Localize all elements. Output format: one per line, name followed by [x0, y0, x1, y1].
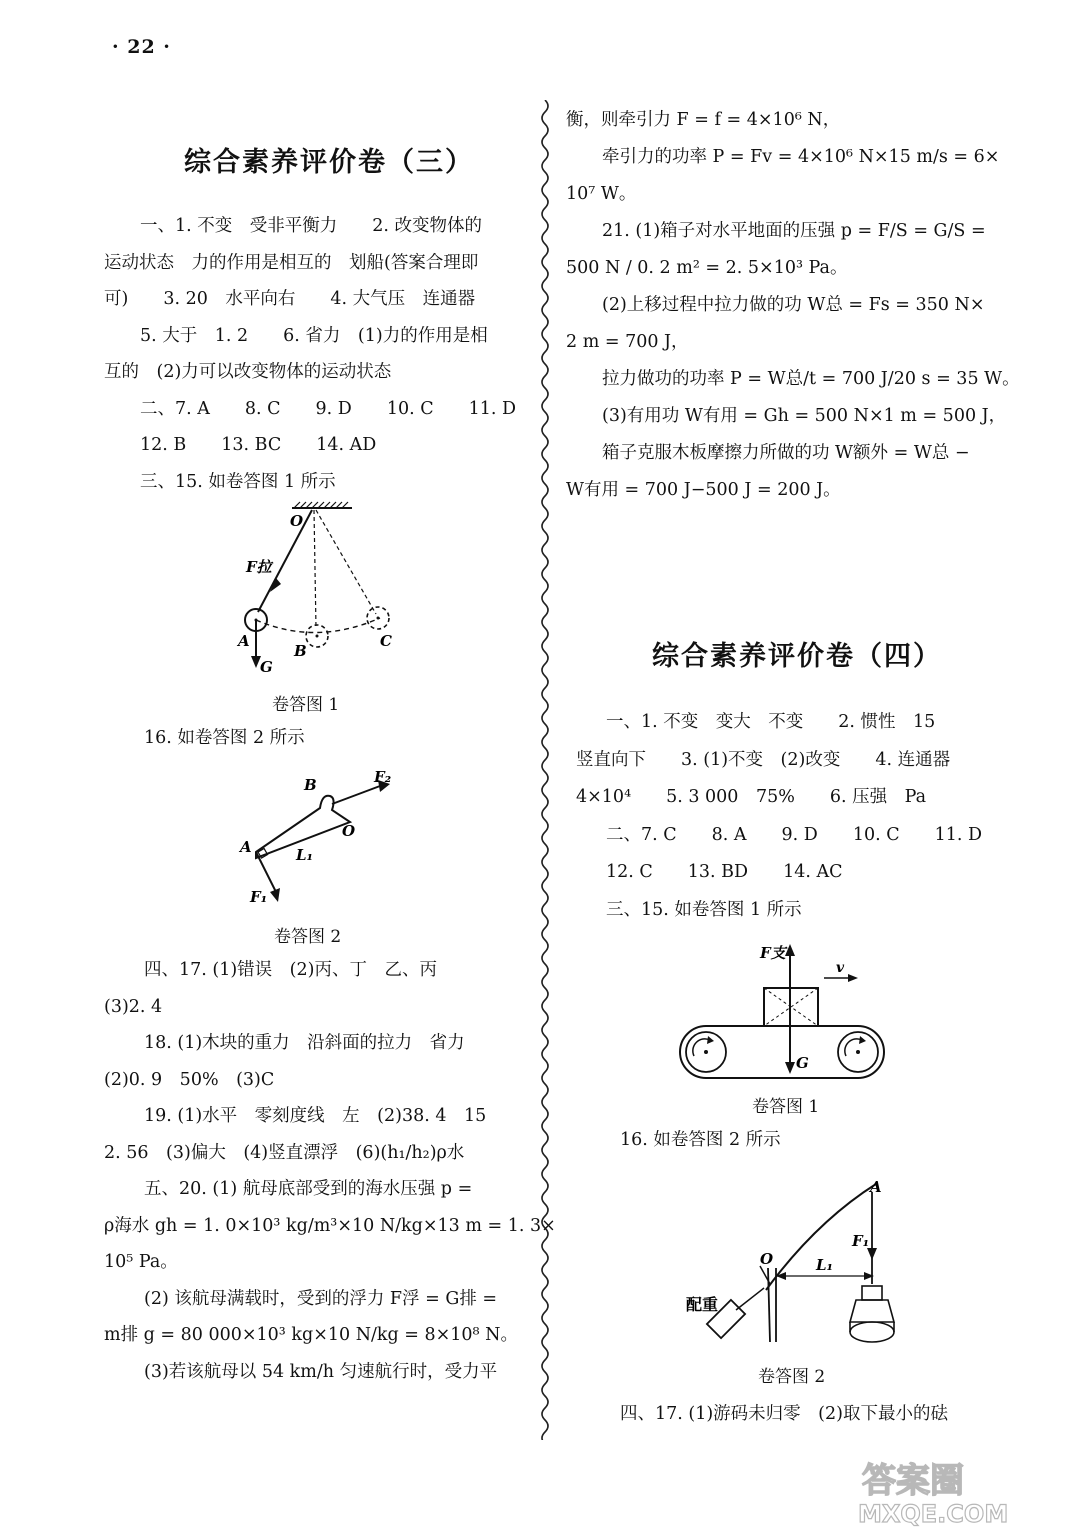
label-b: B — [304, 776, 317, 794]
text-line: 二、7. C 8. A 9. D 10. C 11. D — [606, 824, 983, 845]
label-o: O — [760, 1250, 774, 1268]
text-line: 二、7. A 8. C 9. D 10. C 11. D — [140, 398, 517, 419]
label-a: A — [240, 838, 252, 856]
text-line: (2)上移过程中拉力做的功 W总 = Fs = 350 N× — [602, 295, 985, 315]
text-line: 五、20. (1) 航母底部受到的海水压强 p = — [144, 1179, 473, 1199]
label-g: G — [796, 1054, 809, 1072]
text-line: 500 N / 0. 2 m² = 2. 5×10³ Pa。 — [566, 258, 848, 278]
text-line: ρ海水 gh = 1. 0×10³ kg/m³×10 N/kg×13 m = 1. 3× — [104, 1215, 556, 1236]
label-o: O — [342, 822, 356, 840]
label-f1: F₁ — [852, 1232, 870, 1250]
text-line: 19. (1)水平 零刻度线 左 (2)38. 4 15 — [144, 1106, 487, 1126]
label-a: A — [870, 1178, 882, 1196]
text-line: (3)有用功 W有用 = Gh = 500 N×1 m = 500 J， — [602, 406, 1007, 426]
text-line: 18. (1)木块的重力 沿斜面的拉力 省力 — [144, 1033, 465, 1053]
label-v: v — [836, 960, 845, 976]
text-line: (3)若该航母以 54 km/h 匀速航行时，受力平 — [144, 1361, 498, 1382]
left-fig1-caption: 卷答图 1 — [272, 695, 340, 715]
svg-text:MXQE.COM: MXQE.COM — [858, 1500, 1009, 1528]
text-line: 牵引力的功率 P = Fv = 4×10⁶ N×15 m/s = 6× — [602, 147, 1000, 167]
text-line: m排 g = 80 000×10³ kg×10 N/kg = 8×10⁸ N。 — [104, 1325, 518, 1345]
watermark-logo — [852, 1450, 1032, 1530]
label-l1: L₁ — [296, 846, 314, 864]
right-fig2-caption: 卷答图 2 — [758, 1367, 826, 1387]
label-o: O — [290, 512, 304, 530]
label-g: G — [260, 658, 273, 676]
text-line: 互的 (2)力可以改变物体的运动状态 — [104, 362, 392, 382]
text-line: 12. C 13. BD 14. AC — [606, 862, 843, 882]
text-line: 2. 56 (3)偏大 (4)竖直漂浮 (6)(h₁/h₂)ρ水 — [104, 1142, 465, 1163]
label-f-support: F支 — [760, 944, 786, 962]
page-number: · 22 · — [112, 36, 171, 58]
balance-figure — [686, 1172, 916, 1358]
text-line: 一、1. 不变 受非平衡力 2. 改变物体的 — [140, 216, 483, 236]
text-line: 运动状态 力的作用是相互的 划船(答案合理即 — [104, 252, 479, 273]
right-q17: 四、17. (1)游码未归零 (2)取下最小的砝 — [620, 1404, 948, 1424]
label-a: A — [238, 632, 250, 650]
label-b: B — [294, 642, 307, 660]
text-line: 四、17. (1)错误 (2)丙、丁 乙、丙 — [144, 960, 437, 980]
text-line: 竖直向下 3. (1)不变 (2)改变 4. 连通器 — [576, 749, 951, 770]
lever-figure — [228, 764, 408, 914]
label-f1: F₁ — [250, 888, 268, 906]
text-line: (2) 该航母满载时，受到的浮力 F浮 = G排 = — [144, 1288, 498, 1309]
label-f2: F₂ — [374, 768, 392, 786]
conveyor-figure — [676, 938, 896, 1086]
label-l1: L₁ — [816, 1256, 834, 1274]
pendulum-figure — [230, 500, 410, 680]
text-line: 10⁵ Pa。 — [104, 1252, 178, 1272]
text-line: W有用 = 700 J−500 J = 200 J。 — [566, 480, 841, 500]
text-line: 21. (1)箱子对水平地面的压强 p = F/S = G/S = — [602, 221, 986, 241]
text-line: 三、15. 如卷答图 1 所示 — [140, 471, 336, 492]
text-line: 箱子克服木板摩擦力所做的功 W额外 = W总 − — [602, 443, 970, 463]
text-line: 可) 3. 20 水平向右 4. 大气压 连通器 — [104, 289, 476, 309]
text-line: 拉力做功的功率 P = W总/t = 700 J/20 s = 35 W。 — [602, 369, 1020, 389]
paper-title-4: 综合素养评价卷（四） — [652, 641, 942, 672]
text-line: (2)0. 9 50% (3)C — [104, 1069, 275, 1090]
text-line: 4×10⁴ 5. 3 000 75% 6. 压强 Pa — [576, 787, 927, 807]
text-line: (3)2. 4 — [104, 996, 163, 1017]
text-line: 2 m = 700 J， — [566, 332, 689, 352]
right-q16: 16. 如卷答图 2 所示 — [620, 1130, 781, 1150]
paper-title-3: 综合素养评价卷（三） — [184, 147, 474, 178]
text-line: 12. B 13. BC 14. AD — [140, 435, 377, 455]
label-counterweight: 配重 — [686, 1295, 719, 1314]
text-line: 5. 大于 1. 2 6. 省力 (1)力的作用是相 — [140, 325, 488, 346]
text-line: 10⁷ W。 — [566, 184, 637, 204]
left-q16: 16. 如卷答图 2 所示 — [144, 728, 305, 748]
text-line: 一、1. 不变 变大 不变 2. 惯性 15 — [606, 712, 936, 732]
text-line: 三、15. 如卷答图 1 所示 — [606, 899, 802, 920]
left-fig2-caption: 卷答图 2 — [274, 927, 342, 947]
text-line: 衡，则牵引力 F = f = 4×10⁶ N， — [566, 110, 841, 130]
label-f-pull: F拉 — [246, 558, 272, 576]
right-fig1-caption: 卷答图 1 — [752, 1097, 820, 1117]
label-c: C — [380, 632, 392, 650]
column-divider — [538, 100, 552, 1440]
svg-text:答案圈: 答案圈 — [862, 1461, 964, 1501]
